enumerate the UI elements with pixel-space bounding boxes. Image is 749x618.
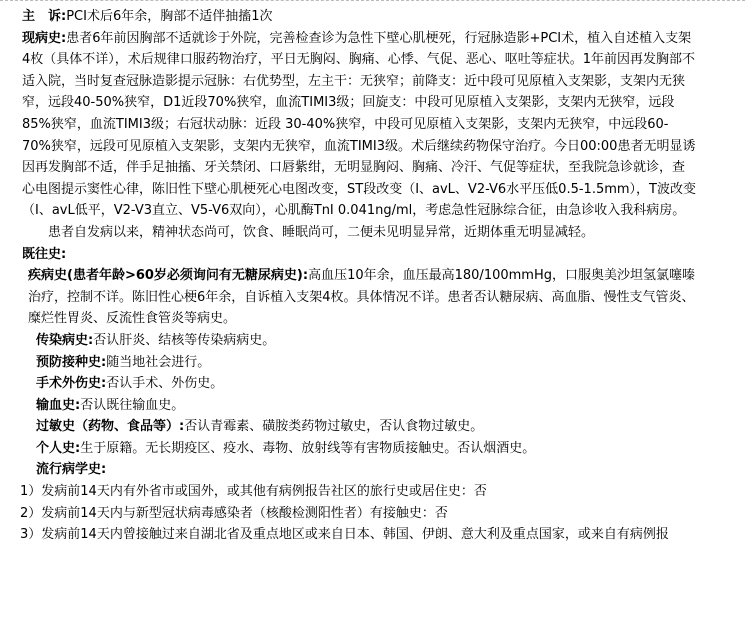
infectious-history — [22, 330, 697, 352]
surgery-trauma-history — [22, 373, 697, 395]
disease-history-text: 高血压10年余，血压最高180/100mmHg，口服奥美沙坦氢氯噻嗪治疗，控制不详。陈旧性心梗6年余，自诉植入支架4枚。具体情况不详。患者否认糖尿病、高血脂、慢性支气管炎、糜烂性胃炎、反流性食管炎等病史。 — [28, 268, 695, 327]
disease-history-label: 疾病史(患者年龄>60岁必须询问有无糖尿病史): — [28, 268, 309, 284]
surgery-trauma-history-text: 否认手术、外伤史。 — [106, 376, 224, 392]
transfusion-history — [22, 395, 697, 417]
vaccination-history-text: 随当地社会进行。 — [106, 354, 211, 370]
transfusion-history-text: 否认既往输血史。 — [80, 397, 185, 413]
general-condition: 患者自发病以来，精神状态尚可，饮食、睡眠尚可，二便未见明显异常，近期体重无明显减轻。 — [48, 224, 595, 240]
present-illness — [22, 28, 697, 222]
allergy-history — [22, 416, 697, 438]
chief-complaint — [22, 6, 697, 28]
chief-complaint-text: PCI术后6年余，胸部不适伴抽搐1次 — [66, 9, 273, 24]
vaccination-history-label: 预防接种史: — [36, 354, 107, 370]
personal-history-text: 生于原籍。无长期疫区、疫水、毒物、放射线等有害物质接触史。否认烟酒史。 — [80, 440, 536, 456]
top-divider — [0, 0, 745, 1]
present-illness-text: 患者6年前因胸部不适就诊于外院，完善检查诊为急性下壁心肌梗死，行冠脉造影+PCI术，植入自述植入支架4枚（具体不详），术后规律口服药物治疗，平日无胸闷、胸痛、心悸、气促、恶心、呕吐等症状。1年前因再发胸部不适入院，当时复查冠脉造影提示冠脉：右优势型，左主干：无狭窄；前降支：近中段可见原植入支架影，支架内无狭窄，远段40-50%狭窄，D1近段70%狭窄，血流TIMI3级；回旋支：中段可见原植入支架影，支架内无狭窄，远段85%狭窄，血流TIMI3级；右冠状动脉：近段 30-40%狭窄，中段可见原植入支架影，支架内无狭窄，中远段60-70%狭窄，远段可见原植入支架影，支架内无狭窄，血流TIMI3级。术后继续药物保守治疗。今日00:00患者无明显诱因再发胸部不适，伴手足抽搐、牙关禁闭、口唇紫绀，无明显胸闷、胸痛、冷汗、气促等症状，至我院急诊就诊，查心电图提示窦性心律，陈旧性下壁心肌梗死心电图改变，ST段改变（I、avL、V2-V6水平压低0.5-1.5mm），T波改变（I、avL低平，V2-V3直立、V5-V6双向），心肌酶TnI 0.041ng/ml，考虑急性冠脉综合征，由急诊收入我科病房。 — [22, 30, 696, 219]
chief-complaint-label: 主 诉: — [22, 9, 67, 24]
personal-history — [22, 438, 697, 460]
personal-history-label: 个人史: — [36, 440, 81, 456]
disease-history — [22, 265, 697, 330]
medical-record — [22, 6, 697, 546]
infectious-history-label: 传染病史: — [36, 332, 94, 348]
allergy-history-text: 否认青霉素、磺胺类药物过敏史，否认食物过敏史。 — [184, 419, 484, 435]
infectious-history-text: 否认肝炎、结核等传染病病史。 — [93, 332, 276, 348]
epidemiology-item-3: 3）发病前14天内曾接触过来自湖北省及重点地区或来自日本、韩国、伊朗、意大利及重点国家，或来自有病例报 — [20, 527, 669, 543]
past-history-heading: 既往史: — [22, 246, 67, 262]
surgery-trauma-history-label: 手术外伤史: — [36, 376, 107, 392]
present-illness-label: 现病史: — [22, 30, 67, 46]
vaccination-history — [22, 352, 697, 374]
transfusion-history-label: 输血史: — [36, 397, 81, 413]
allergy-history-label: 过敏史（药物、食品等）: — [36, 419, 185, 435]
epidemiology-item-2: 2）发病前14天内与新型冠状病毒感染者（核酸检测阳性者）有接触史：否 — [20, 505, 448, 521]
epidemiology-item-1: 1）发病前14天内有外省市或国外，或其他有病例报告社区的旅行史或居住史：否 — [20, 484, 487, 500]
epidemiology-heading: 流行病学史: — [36, 462, 107, 478]
